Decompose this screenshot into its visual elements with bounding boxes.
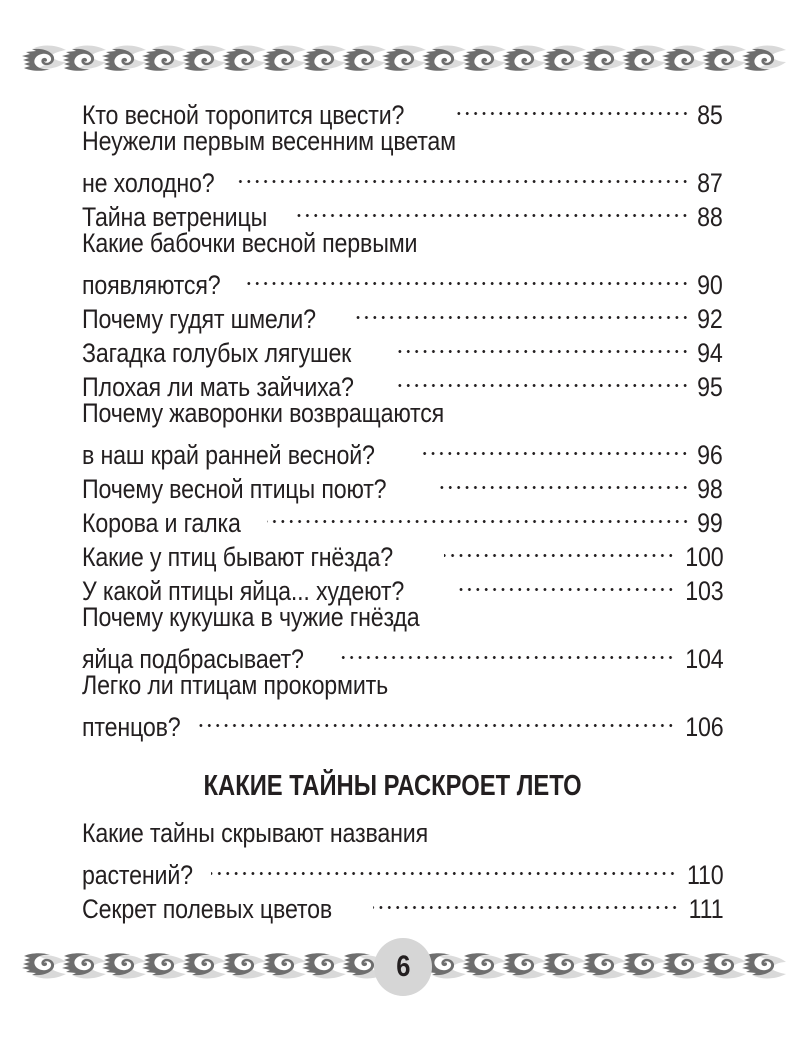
toc-entry-title: Неужели первым весенним цветам <box>82 126 456 156</box>
toc-entry-title-continued: яйца подбрасывает? <box>82 644 304 674</box>
top-ornament-border <box>0 40 786 74</box>
table-of-contents-summer <box>82 816 723 924</box>
dot-leader <box>436 464 693 498</box>
section-heading-text: КАКИЕ ТАЙНЫ РАСКРОЕТ ЛЕТО <box>203 770 583 802</box>
toc-entry[interactable] <box>82 124 723 198</box>
toc-entry-page: 90 <box>697 270 723 300</box>
table-of-contents-spring <box>82 90 723 742</box>
toc-entry-page: 106 <box>684 712 723 742</box>
dot-leader <box>398 362 693 396</box>
toc-entry-title: У какой птицы яйца... худеют? <box>82 576 405 606</box>
section-heading-summer <box>0 768 786 804</box>
toc-entry[interactable] <box>82 90 723 130</box>
toc-entry-title: Почему весной птицы поют? <box>82 474 387 504</box>
wave-spiral-border-icon <box>0 40 786 74</box>
dot-leader <box>457 90 694 124</box>
page-number-badge <box>374 938 432 996</box>
dot-leader <box>457 566 679 600</box>
dot-leader <box>236 158 693 192</box>
toc-entry-title-continued: не холодно? <box>82 168 215 198</box>
toc-entry-page: 95 <box>697 372 723 402</box>
page-number: 6 <box>395 950 411 983</box>
toc-entry-title-continued: растений? <box>82 860 193 890</box>
toc-entry-title: Корова и галка <box>82 508 241 538</box>
toc-entry-page: 100 <box>684 542 723 572</box>
toc-entry-page: 96 <box>697 440 723 470</box>
toc-entry-page: 87 <box>697 168 723 198</box>
toc-entry-title: Секрет полевых цветов <box>82 894 333 924</box>
dot-leader <box>354 294 693 328</box>
toc-entry-title: Легко ли птицам прокормить <box>82 670 389 700</box>
toc-entry-title-continued: в наш край ранней весной? <box>82 440 375 470</box>
toc-entry-page: 94 <box>697 338 723 368</box>
toc-entry-title: Плохая ли мать зайчиха? <box>82 372 354 402</box>
dot-leader <box>297 192 693 226</box>
toc-entry-page: 111 <box>688 894 723 924</box>
dot-leader <box>340 634 679 668</box>
dot-leader <box>422 430 693 464</box>
dot-leader <box>197 702 679 736</box>
toc-entry[interactable] <box>82 226 723 300</box>
dot-leader <box>267 498 694 532</box>
toc-entry-title: Какие тайны скрывают названия <box>82 818 429 848</box>
dot-leader <box>243 260 693 294</box>
toc-entry-page: 92 <box>697 304 723 334</box>
toc-entry-page: 103 <box>684 576 723 606</box>
toc-entry-page: 99 <box>697 508 723 538</box>
toc-entry-title: Тайна ветреницы <box>82 202 268 232</box>
toc-entry-title: Почему гудят шмели? <box>82 304 316 334</box>
toc-entry-title: Какие бабочки весной первыми <box>82 228 418 258</box>
toc-entry[interactable] <box>82 600 723 674</box>
dot-leader <box>395 328 693 362</box>
toc-entry[interactable] <box>82 668 723 742</box>
toc-entry-title: Почему кукушка в чужие гнёзда <box>82 602 420 632</box>
toc-entry-page: 88 <box>697 202 723 232</box>
dot-leader <box>211 850 681 884</box>
toc-entry-title: Загадка голубых лягушек <box>82 338 352 368</box>
toc-entry-title: Какие у птиц бывают гнёзда? <box>82 542 393 572</box>
dot-leader <box>373 884 683 918</box>
toc-entry-page: 110 <box>686 860 723 890</box>
toc-entry-page: 98 <box>697 474 723 504</box>
toc-entry[interactable] <box>82 396 723 470</box>
toc-entry-title-continued: птенцов? <box>82 712 181 742</box>
toc-entry-title: Кто весной торопится цвести? <box>82 100 405 130</box>
toc-entry-page: 104 <box>684 644 723 674</box>
toc-entry-title: Почему жаворонки возвращаются <box>82 398 445 428</box>
dot-leader <box>444 532 679 566</box>
toc-entry-page: 85 <box>697 100 723 130</box>
toc-entry[interactable] <box>82 816 723 890</box>
toc-entry-title-continued: появляются? <box>82 270 221 300</box>
